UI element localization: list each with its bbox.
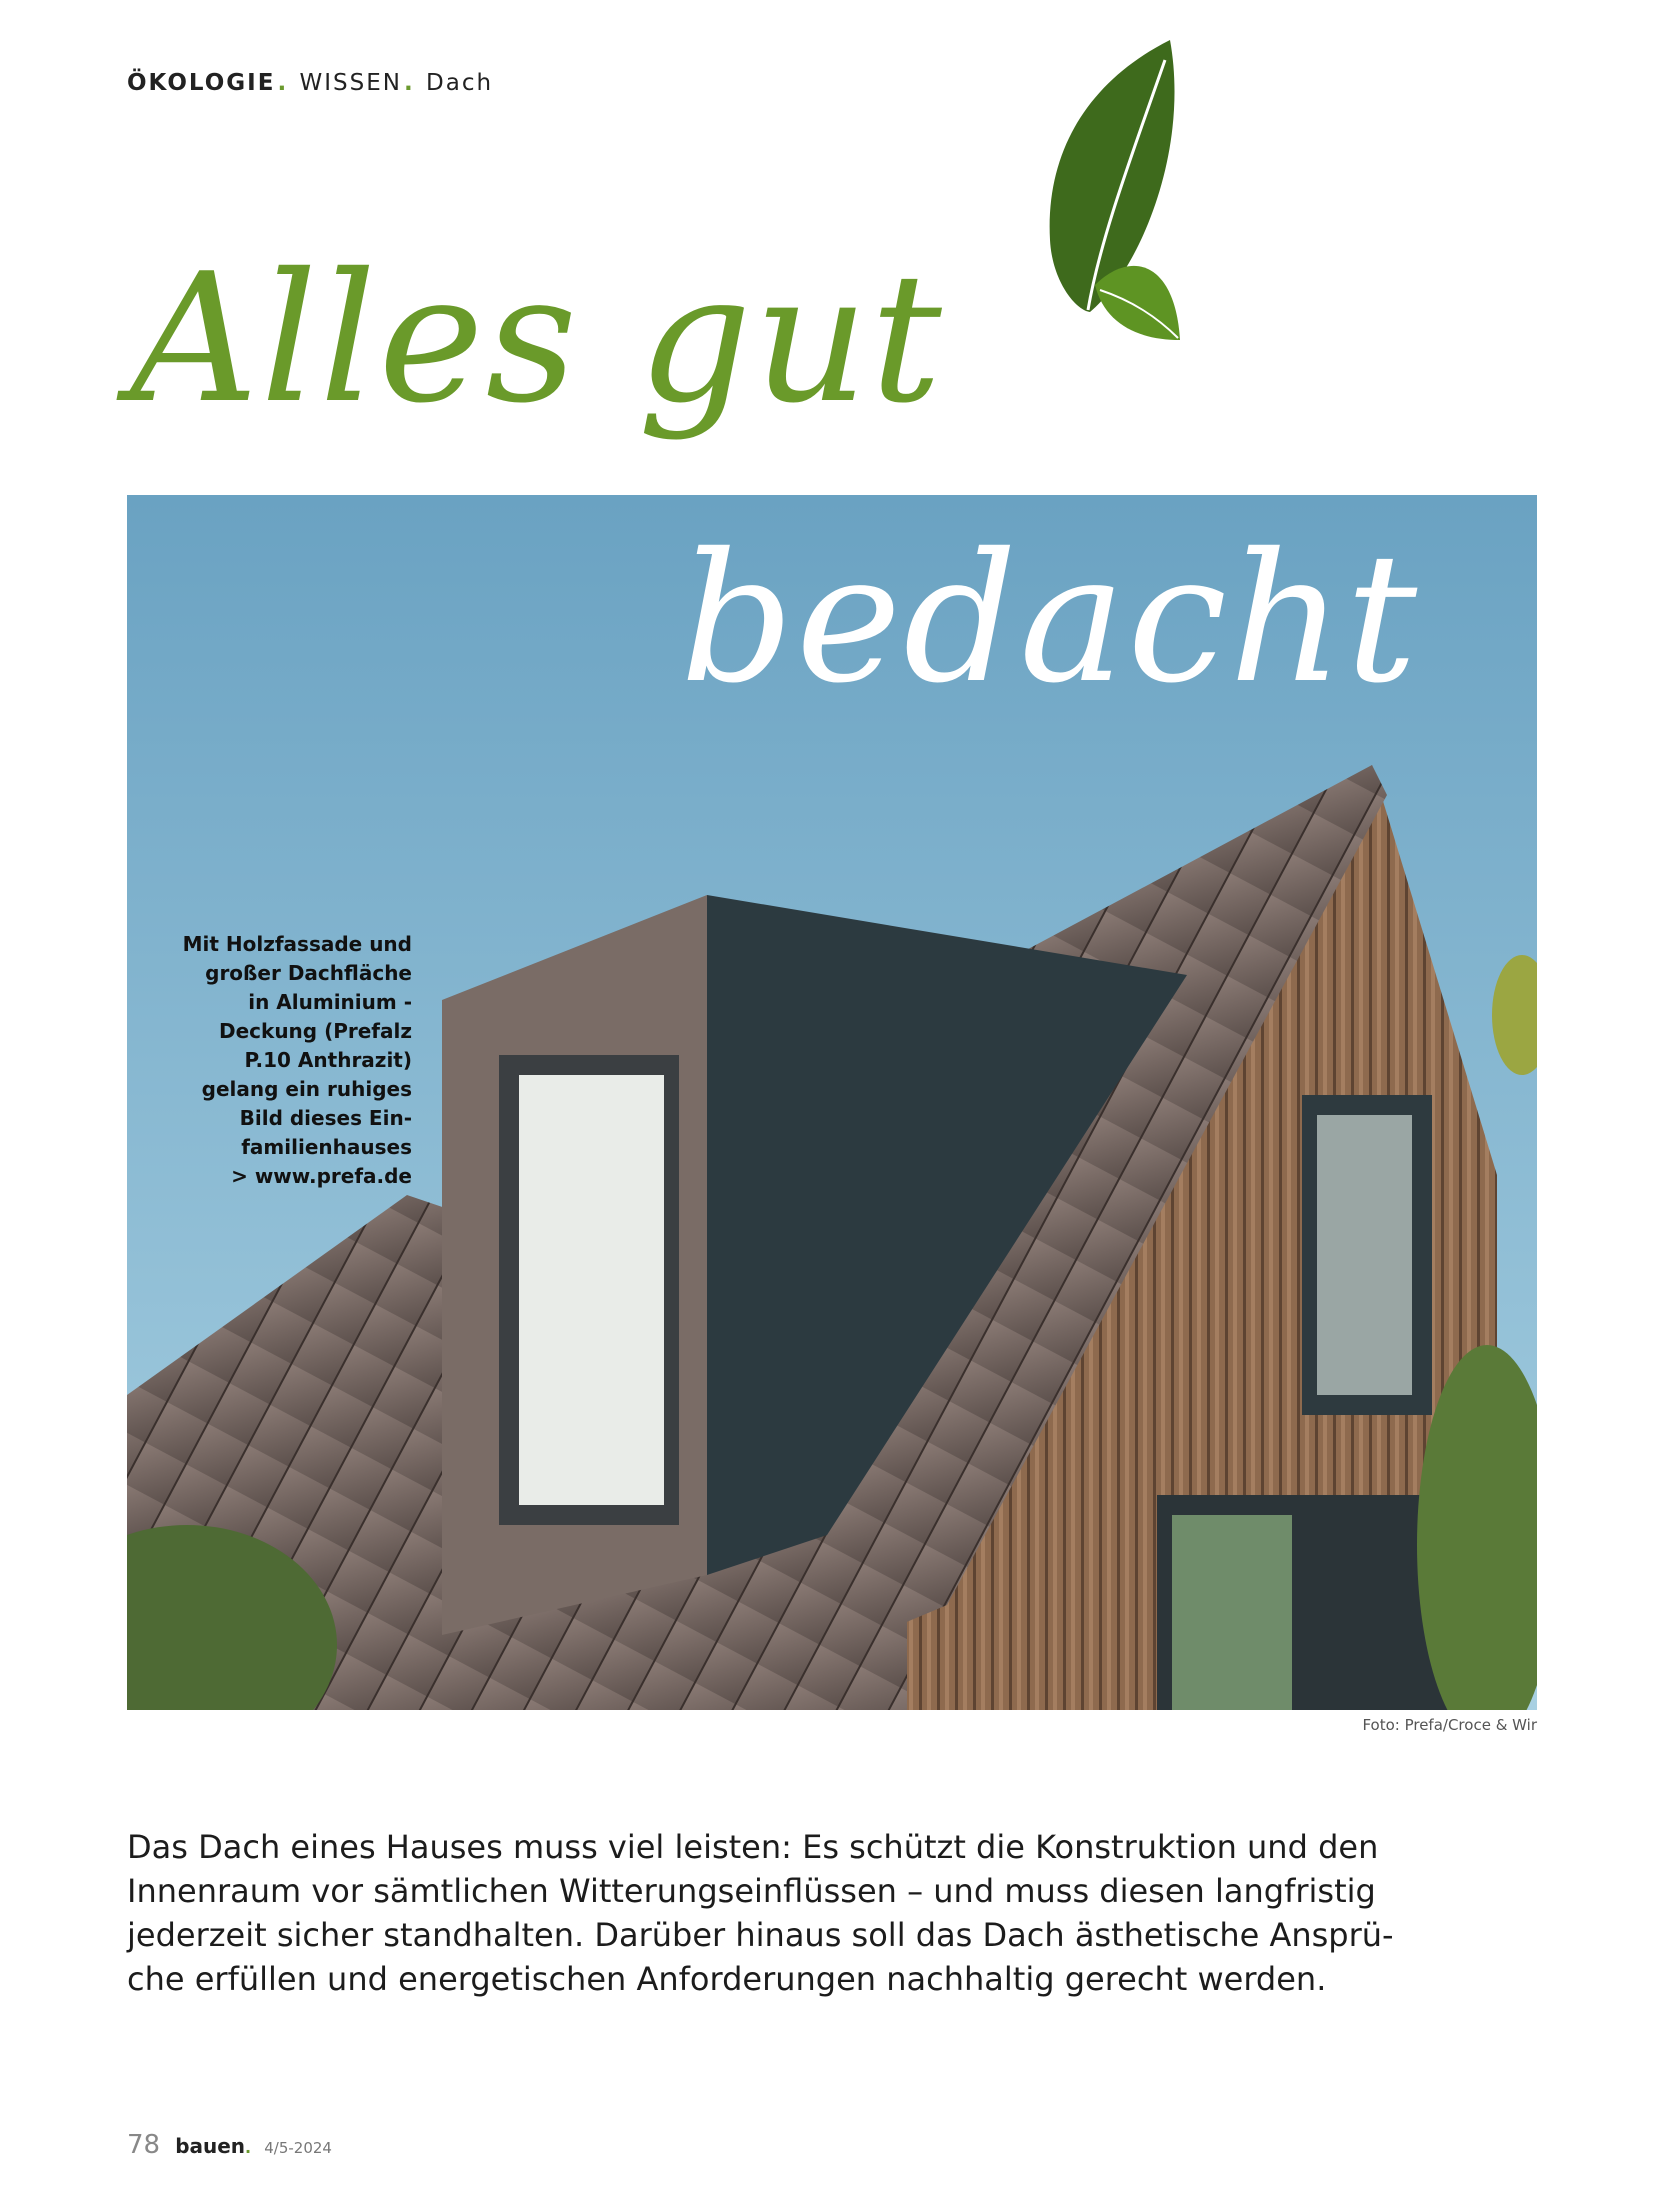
- lead-line: Innenraum vor sämtlichen Witterungseinflüssen – und muss diesen langfristig: [127, 1872, 1376, 1910]
- photo-caption: [127, 930, 412, 1191]
- breadcrumb-category: WISSEN: [299, 70, 402, 96]
- caption-link[interactable]: > www.prefa.de: [231, 1164, 412, 1188]
- page-footer: [127, 2130, 332, 2160]
- caption-line: in Aluminium -: [248, 990, 412, 1014]
- headline-line-1: Alles gut: [130, 235, 944, 442]
- breadcrumb-dot: .: [403, 70, 415, 96]
- photo-credit: Foto: Prefa/Croce & Wir: [1362, 1716, 1537, 1734]
- breadcrumb: [127, 70, 493, 96]
- caption-line: gelang ein ruhiges: [201, 1077, 412, 1101]
- lead-line: Das Dach eines Hauses muss viel leisten: Es schützt die Konstruktion und den: [127, 1828, 1379, 1866]
- lead-paragraph: [127, 1825, 1537, 2001]
- lead-line: jederzeit sicher standhalten. Darüber hinaus soll das Dach ästhetische Ansprü-: [127, 1916, 1394, 1954]
- headline-line-2: bedacht: [680, 515, 1420, 722]
- caption-line: familienhauses: [241, 1135, 412, 1159]
- caption-line: großer Dachfläche: [205, 961, 412, 985]
- leaf-icon: [1020, 40, 1190, 360]
- breadcrumb-dot: .: [277, 70, 289, 96]
- lead-line: che erfüllen und energetischen Anforderungen nachhaltig gerecht werden.: [127, 1960, 1327, 1998]
- breadcrumb-topic: Dach: [426, 70, 494, 96]
- caption-line: Mit Holzfassade und: [182, 932, 412, 956]
- page-number: 78: [127, 2130, 161, 2160]
- breadcrumb-section: ÖKOLOGIE: [127, 70, 276, 96]
- caption-line: Bild dieses Ein-: [239, 1106, 412, 1130]
- magazine-name: bauen: [175, 2134, 246, 2158]
- issue-number: 4/5-2024: [264, 2139, 332, 2157]
- magazine-dot: .: [245, 2138, 252, 2157]
- caption-line: P.10 Anthrazit): [244, 1048, 412, 1072]
- caption-line: Deckung (Prefalz: [219, 1019, 412, 1043]
